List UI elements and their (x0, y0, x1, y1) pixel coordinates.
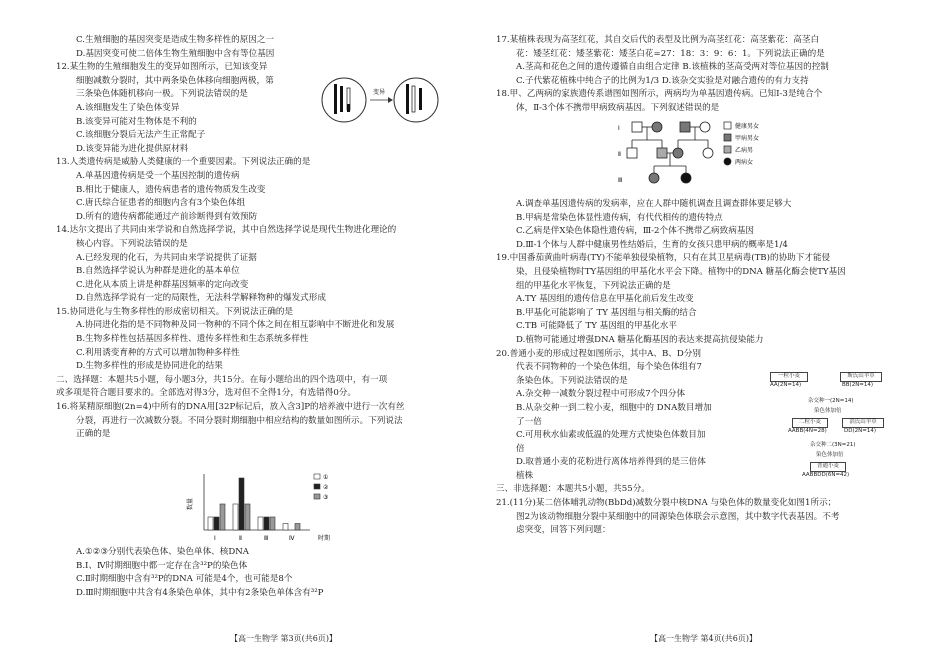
q12-option-c: C.该细胞分裂后无法产生正常配子 (76, 130, 206, 141)
bar-Ⅱ-③ (245, 504, 250, 530)
q20-option-c: C.可用秋水仙素或低温的处理方式使染色体数目加 (516, 430, 706, 441)
q16-stem: 16.将某精原细胞(2n=4)中所有的DNA用[32P标记后，放入含3]P的培养液中进行一次有丝 (56, 402, 405, 413)
putong-box: 普通小麦 (810, 462, 846, 472)
q20-option-a: A.杂交种一减数分裂过程中可形成7个四分体 (516, 389, 686, 400)
q21-stem: 21.(11分)某二倍体哺乳动物(BbDd)减数分裂中核DNA 与染色体的数量变化如图1所示； (496, 498, 837, 509)
pedigree-female (700, 122, 710, 132)
pedigree-female (673, 148, 683, 158)
q20-option-b: B.从杂交种一到二粒小麦，细胞中的 DNA数目增加 (516, 402, 712, 413)
erli-box: 二粒小麦 (792, 418, 828, 428)
q20-option-d: D.取普通小麦的花粉进行离体培养得到的是三倍体 (516, 457, 706, 468)
chromosome (406, 84, 409, 114)
pedigree-female (649, 173, 659, 183)
x-tick-label: Ⅲ (264, 535, 269, 542)
gen-label-3: Ⅲ (618, 177, 623, 184)
q13-option-b: B.相比于健康人，遗传病患者的遗传物质发生改变 (76, 184, 266, 195)
q14-option-c: C.进化从本质上讲是种群基因频率的定向改变 (76, 279, 249, 290)
shanyang-box: 斯氏山羊草 (840, 372, 882, 382)
q20-option-c: 倍 (516, 443, 525, 454)
q13-option-c: C.唐氏综合征患者的细胞内含有3个染色体组 (76, 198, 246, 209)
legend-swatch-1 (314, 474, 320, 479)
q15-option-c: C.利用诱变育种的方式可以增加物种多样性 (76, 347, 240, 358)
q12-stem: 12.某生物的生殖细胞发生的变异如图所示，已知该变异 (56, 62, 268, 73)
page-footer-right: 【高一生物学 第4页(共6页)】 (650, 634, 757, 643)
q20-option-d: 植株 (516, 470, 534, 481)
legend-jia: 甲病男女 (735, 135, 760, 142)
bar-Ⅱ-② (239, 478, 244, 530)
bar-Ⅲ-③ (270, 517, 275, 530)
q19-stem: 19.中国番茄黄曲叶病毒(TY)不能单独侵染植物，只有在其卫星病毒(TB)的协助下才能侵 (496, 253, 831, 264)
x-axis-label: 时期 (318, 535, 331, 542)
bar-Ⅳ-① (283, 524, 288, 531)
chromosome (334, 84, 337, 114)
q20-option-b: 了一倍 (516, 416, 542, 427)
right-page (496, 34, 926, 116)
q16-option-d: D.Ⅲ时期细胞中共含有4条染色单体，其中有2条染色单体含有³²P (76, 587, 324, 598)
q15-stem: 15.协同进化与生物多样性的形成密切相关。下列说法正确的是 (56, 306, 294, 317)
legend-healthy: 健康男女 (735, 123, 760, 130)
x-tick-label: Ⅳ (289, 535, 295, 542)
q15-option-d: D.生物多样性的形成是协同进化的结果 (76, 361, 223, 372)
cell-after (394, 78, 438, 122)
legend-jia-icon (724, 134, 731, 141)
legend-label-2: ② (323, 484, 329, 491)
q20-stem: 20.普通小麦的形成过程如图所示，其中A、B、D分别 (496, 348, 701, 359)
pedigree-male (632, 122, 642, 132)
chromosome (340, 86, 343, 112)
q16-option-c: C.Ⅱ时期细胞中含有³²P的DNA 可能是4个，也可能是8个 (76, 574, 293, 585)
pedigree-chart (618, 118, 778, 188)
wheat-formation-diagram (770, 372, 890, 482)
chromosome (412, 86, 415, 112)
pedigree-female (681, 173, 691, 183)
arrow-head (388, 97, 393, 103)
legend-both-icon (724, 158, 731, 165)
q17-options-ab: A.茎高和花色之间的遗传遵循自由组合定律 B.该植株的茎高受两对等位基因的控制 (516, 62, 829, 73)
doubling-1: 染色体加倍 (814, 408, 842, 414)
legend-swatch-2 (314, 484, 320, 489)
q14-option-b: B.自然选择学说认为种群是进化的基本单位 (76, 266, 240, 277)
q19-stem: 染，且侵染植物时TY基因组的甲基化水平会下降。植物中的DNA 糖基化酶会使TY基因 (516, 266, 846, 277)
chromosome-variation-figure (318, 74, 442, 126)
gen-label-2: Ⅱ (618, 151, 621, 158)
q21-stem: 虑突变，回答下列问题： (516, 525, 611, 536)
legend-label-1: ① (323, 474, 329, 481)
q13-stem: 13.人类遗传病是威胁人类健康的一个重要因素。下列说法正确的是 (56, 157, 311, 168)
q12-stem: 三条染色体随机移向一极。下列说法错误的是 (76, 89, 248, 100)
bar-Ⅳ-③ (295, 524, 300, 531)
legend-healthy-icon (724, 122, 731, 129)
cuxi-box: 滔氏山羊草 (842, 418, 884, 428)
q12-option-b: B.该变异可能对生物体是不利的 (76, 116, 197, 127)
yili-genome: AA(2N=14) (770, 382, 802, 388)
q18-stem: 体，Ⅱ-3个体不携带甲病致病基因。下列叙述错误的是 (516, 102, 720, 113)
y-axis-label: 数量 (187, 497, 194, 510)
q16-stem: 正确的是 (76, 429, 111, 440)
q18-stem: 18.甲、乙两病的家族遗传系谱图如图所示，两病均为单基因遗传病。已知Ⅰ-3是纯合个 (496, 89, 823, 100)
right-page-continued (496, 198, 926, 538)
q18-option-d: D.Ⅲ-1个体与人群中健康男性结婚后，生育的女孩只患甲病的概率是1/4 (516, 239, 788, 250)
q19-option-b: B.甲基化可能影响了 TY 基因组与相关酶的结合 (516, 307, 697, 318)
q17-options-cd: C.子代紫花植株中纯合子的比例为1/3 D.该杂交实验是对融合遗传的有力支持 (516, 75, 809, 86)
legend-both: 两病女 (735, 159, 754, 166)
chromosome (419, 88, 422, 110)
bar-Ⅲ-① (258, 517, 263, 530)
q17-stem: 花：矮茎红花：矮茎紫花：矮茎白花=27：18：3：9：6：1。下列说法正确的是 (516, 48, 825, 59)
section-three-heading: 三、非选择题：本题共5小题，共55分。 (496, 484, 650, 495)
q11-option-d: D.基因突变可使二倍体生物生殖细胞中含有等位基因 (76, 48, 275, 59)
x-tick-label: Ⅰ (214, 535, 216, 542)
q19-option-d: D.植物可能通过增强DNA 糖基化酶基因的表达来提高抗侵染能力 (516, 334, 764, 345)
q19-option-a: A.TY 基因组的遗传信息在甲基化前后发生改变 (516, 294, 694, 305)
q13-option-a: A.单基因遗传病是受一个基因控制的遗传病 (76, 170, 240, 181)
q11-option-c: C.生殖细胞的基因突变是造成生物多样性的原因之一 (76, 35, 275, 45)
bar-Ⅲ-② (264, 517, 269, 530)
cell-before (322, 78, 366, 122)
q15-option-b: B.生物多样性包括基因多样性、遗传多样性和生态系统多样性 (76, 334, 309, 345)
q14-stem: 14.达尔文提出了共同由来学说和自然选择学说，其中自然选择学说是现代生物进化理论的 (56, 225, 397, 236)
q16-option-b: B.Ⅰ、Ⅳ时期细胞中都一定存在含³²P的染色体 (76, 560, 248, 571)
q14-option-a: A.已经发现的化石，为共同由来学说提供了证据 (76, 252, 257, 263)
section-two-heading: 或多项是符合题目要求的。全部选对得3分，选对但不全得1分，有选错得0分。 (56, 388, 356, 399)
legend-yi: 乙病男 (735, 147, 754, 154)
pedigree-male (657, 148, 667, 158)
putong-genome: AABBDD(6N=42) (802, 472, 850, 478)
variation-label: 变异 (373, 89, 386, 96)
q16-stem: 分裂，再进行一次减数分裂。不同分裂时期细胞中相应结构的数量如图所示。下列说法 (76, 415, 403, 426)
yili-box: 一粒小麦 (770, 372, 808, 382)
legend-label-3: ③ (323, 494, 329, 501)
bar-Ⅰ-② (214, 517, 219, 530)
pedigree-female (652, 122, 662, 132)
q14-option-d: D.自然选择学说有一定的局限性，无法科学解释物种的爆发式形成 (76, 293, 326, 304)
pedigree-female (703, 148, 713, 158)
bar-Ⅱ-① (233, 504, 238, 530)
q21-stem: 图2为该动物细胞分裂中某细胞中的同源染色体联会示意图，其中数字代表基因。不考 (516, 511, 840, 522)
q16-options (76, 546, 506, 600)
q14-stem: 核心内容。下列说法错误的是 (76, 238, 188, 249)
cuxi-genome: DD(2N=14) (844, 428, 876, 434)
q17-stem: 17.某植株表现为高茎红花，其自交后代的表型及比例为高茎红花：高茎紫花：高茎白 (496, 35, 820, 45)
pedigree-male (627, 148, 637, 158)
q19-stem: 组的甲基化水平恢复，下列说法正确的是 (516, 280, 671, 291)
section-two-heading: 二、选择题：本题共5小题，每小题3分，共15分。在每小题给出的四个选项中，有一项 (56, 374, 388, 385)
q20-stem: 代表不同物种的一个染色体组，每个染色体组有7 (516, 362, 702, 373)
q16-option-a: A.①②③分别代表染色体、染色单体、核DNA (76, 547, 249, 557)
x-tick-label: Ⅱ (239, 535, 242, 542)
q18-option-a: A.调查单基因遗传病的发病率，应在人群中随机调查且调查群体要足够大 (516, 199, 792, 209)
q12-option-a: A.该细胞发生了染色体变异 (76, 102, 180, 113)
q20-stem: 条染色体。下列说法错误的是 (516, 375, 628, 386)
page-footer-left: 【高一生物学 第3页(共6页)】 (230, 634, 337, 643)
doubling-2: 染色体加倍 (816, 452, 844, 458)
hybrid1: 杂交种一(2N=14) (808, 398, 854, 404)
hybrid2: 杂交种二(3N=21) (810, 442, 856, 448)
shanyang-genome: BB(2N=14) (842, 382, 874, 388)
chromosome (347, 104, 350, 112)
legend-swatch-3 (314, 494, 320, 499)
pedigree-male (680, 122, 690, 132)
q18-option-b: B.甲病是常染色体显性遗传病，有代代相传的遗传特点 (516, 212, 723, 223)
gen-label-1: Ⅰ (618, 125, 620, 132)
q13-option-d: D.所有的遗传病都能通过产前诊断得到有效预防 (76, 211, 258, 222)
q18-option-c: C.乙病是伴X染色体隐性遗传病，Ⅲ-2个体不携带乙病致病基因 (516, 226, 755, 237)
q19-option-c: C.TB 可能降低了 TY 基因组的甲基化水平 (516, 321, 677, 332)
bar-Ⅰ-③ (220, 504, 225, 530)
q15-option-a: A.协同进化指的是不同物种及同一物种的不同个体之间在相互影响中不断进化和发展 (76, 320, 395, 331)
q12-stem: 细胞减数分裂时，其中两条染色体移向细胞两极，第 (76, 75, 274, 86)
erli-genome: AABB(4N=28) (788, 428, 827, 434)
q12-option-d: D.该变异能为进化提供原材料 (76, 143, 189, 154)
bar-chart (186, 470, 346, 546)
legend-yi-icon (724, 146, 731, 153)
bar-Ⅰ-① (208, 517, 213, 530)
